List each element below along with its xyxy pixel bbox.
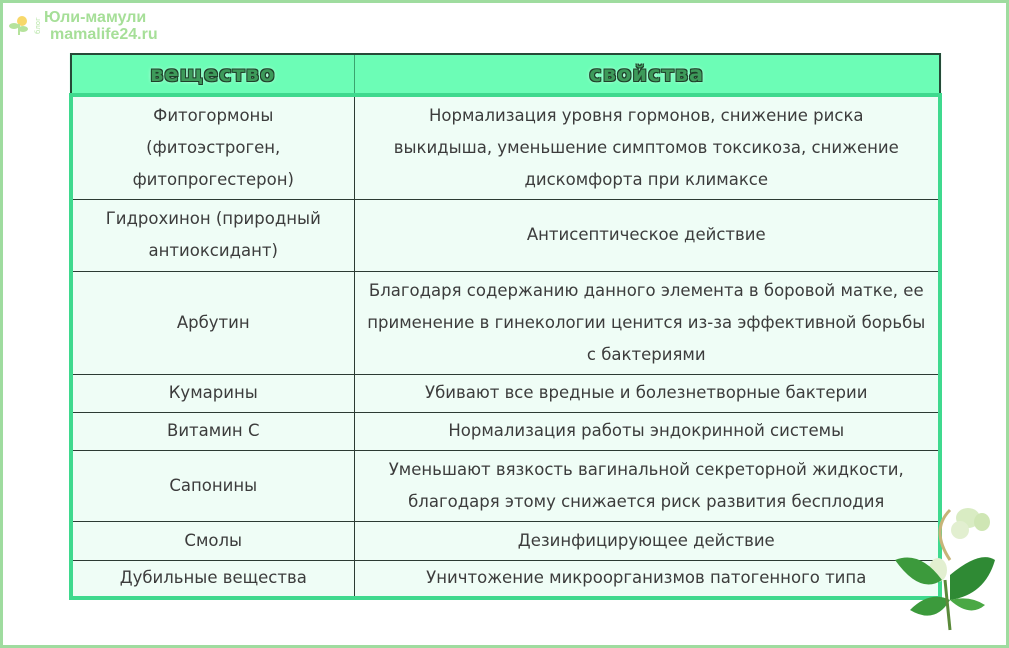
cell-properties: Убивают все вредные и болезнетворные бактерии: [354, 374, 940, 412]
plant-illustration-icon: [890, 500, 1000, 635]
cell-properties: Нормализация работы эндокринной системы: [354, 412, 940, 450]
cell-substance: Кумарины: [71, 374, 354, 412]
table-row: [71, 412, 940, 450]
flower-logo-icon: [8, 14, 30, 36]
cell-properties: Дезинфицирующее действие: [354, 521, 940, 560]
cell-properties: Благодаря содержанию данного элемента в боровой матке, ее применение в гинекологии ценится из-за эффективной борьбы с бактериями: [354, 271, 940, 374]
cell-substance: Дубильные вещества: [71, 560, 354, 598]
cell-substance: Витамин С: [71, 412, 354, 450]
table-header-row: [71, 54, 940, 95]
table-row: [71, 95, 940, 199]
cell-properties: Уменьшают вязкость вагинальной секреторной жидкости, благодаря этому снижается риск развития бесплодия: [354, 450, 940, 521]
table-row: [71, 271, 940, 374]
cell-properties: Нормализация уровня гормонов, снижение риска выкидыша, уменьшение симптомов токсикоза, снижение дискомфорта при климаксе: [354, 95, 940, 199]
table-row: [71, 374, 940, 412]
cell-properties: Антисептическое действие: [354, 199, 940, 271]
table-row: [71, 521, 940, 560]
blog-label: блог: [34, 17, 42, 34]
header-substance: вещество: [71, 54, 354, 95]
cell-substance: Фитогормоны (фитоэстроген, фитопрогестерон): [71, 95, 354, 199]
cell-substance: Смолы: [71, 521, 354, 560]
header-properties: свойства: [354, 54, 940, 95]
cell-substance: Гидрохинон (природный антиоксидант): [71, 199, 354, 271]
cell-properties: Уничтожение микроорганизмов патогенного типа: [354, 560, 940, 598]
logo-title: Юли-мамули: [44, 9, 147, 26]
table-row: [71, 560, 940, 598]
cell-substance: Арбутин: [71, 271, 354, 374]
properties-table: [69, 53, 942, 600]
table-row: [71, 199, 940, 271]
table-row: [71, 450, 940, 521]
logo-site: mamalife24.ru: [50, 26, 158, 43]
cell-substance: Сапонины: [71, 450, 354, 521]
